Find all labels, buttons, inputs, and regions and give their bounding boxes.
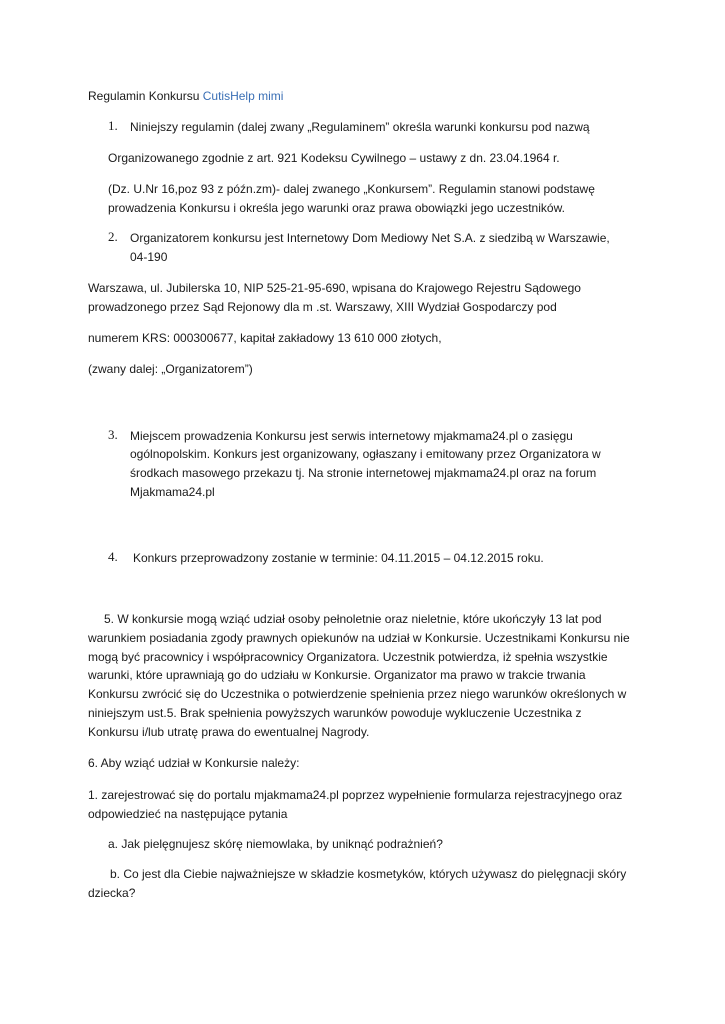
paragraph-5-line-1: 5. W konkursie mogą wziąć udział osoby pełnoletnie oraz nieletnie, które ukończyły 13 lat pod — [104, 612, 602, 626]
paragraph-5-line-4: warunki, które uprawniają go do udziału w Konkursie. Organizator ma prawo w trakcie trwania — [88, 668, 586, 682]
paragraph-5-line-6: niniejszym ust.5. Brak spełnienia powyższych warunków powoduje wykluczenie Uczestnika z — [88, 706, 582, 720]
paragraph-3-line-1: Miejscem prowadzenia Konkursu jest serwis internetowy mjakmama24.pl o zasięgu — [130, 429, 573, 443]
paragraph-3-line-4: Mjakmama24.pl — [130, 485, 215, 499]
question-a: a. Jak pielęgnujesz skórę niemowlaka, by uniknąć podrażnień? — [108, 837, 443, 851]
paragraph-2-line-3: Warszawa, ul. Jubilerska 10, NIP 525-21-95-690, wpisana do Krajowego Rejestru Sądowego — [88, 281, 581, 295]
paragraph-6-1-line-1: 1. zarejestrować się do portalu mjakmama24.pl poprzez wypełnienie formularza rejestracyjnego oraz — [88, 788, 623, 802]
paragraph-4-line-1: Konkurs przeprowadzony zostanie w terminie: 04.11.2015 – 04.12.2015 roku. — [133, 551, 544, 565]
paragraph-6-line-1: 6. Aby wziąć udział w Konkursie należy: — [88, 756, 300, 770]
paragraph-5-line-5: Konkursu zwrócić się do Uczestnika o potwierdzenie spełnienia przez niego warunków określonych w — [88, 687, 627, 701]
question-b-line-2: dziecka? — [88, 886, 136, 900]
paragraph-2-line-2: 04-190 — [130, 250, 168, 264]
paragraph-2-line-6: (zwany dalej: „Organizatorem”) — [88, 362, 253, 376]
paragraph-4-number: 4. — [108, 549, 118, 564]
paragraph-2-line-4: prowadzonego przez Sąd Rejonowy dla m .st. Warszawy, XIII Wydział Gospodarczy pod — [88, 300, 557, 314]
paragraph-3-line-2: ogólnopolskim. Konkurs jest organizowany, ogłaszany i emitowany przez Organizatora w — [130, 447, 601, 461]
document-title — [88, 88, 283, 104]
paragraph-6-1-line-2: odpowiedzieć na następujące pytania — [88, 807, 288, 821]
paragraph-1-number: 1. — [108, 118, 118, 133]
paragraph-5-line-3: mogą być pracownicy i współpracownicy Organizatora. Uczestnik potwierdza, iż spełnia wszystkie — [88, 650, 608, 664]
paragraph-5-line-7: Konkursu i/lub utratę prawa do ewentualnej Nagrody. — [88, 725, 370, 739]
paragraph-1-line-4: prowadzenia Konkursu i określa jego warunki oraz prawa obowiązki jego uczestników. — [108, 201, 565, 215]
title-contest-name: CutisHelp mimi — [202, 89, 284, 103]
paragraph-2-line-1: Organizatorem konkursu jest Internetowy Dom Mediowy Net S.A. z siedzibą w Warszawie, — [130, 231, 610, 245]
paragraph-1-line-3: (Dz. U.Nr 16,poz 93 z późn.zm)- dalej zwanego „Konkursem”. Regulamin stanowi podstawę — [108, 182, 595, 196]
title-prefix: Regulamin Konkursu — [88, 89, 203, 103]
paragraph-1-line-2: Organizowanego zgodnie z art. 921 Kodeksu Cywilnego – ustawy z dn. 23.04.1964 r. — [108, 151, 560, 165]
paragraph-5-line-2: warunkiem posiadania zgody prawnych opiekunów na udział w Konkursie. Uczestnikami Konkursu nie — [88, 631, 630, 645]
paragraph-2-number: 2. — [108, 229, 118, 244]
paragraph-2-line-5: numerem KRS: 000300677, kapitał zakładowy 13 610 000 złotych, — [88, 331, 442, 345]
paragraph-1-line-1: Niniejszy regulamin (dalej zwany „Regulaminem” określa warunki konkursu pod nazwą — [130, 120, 590, 134]
paragraph-3-number: 3. — [108, 427, 118, 442]
paragraph-3-line-3: środkach masowego przekazu tj. Na stronie internetowej mjakmama24.pl oraz na forum — [130, 466, 597, 480]
question-b-line-1: b. Co jest dla Ciebie najważniejsze w składzie kosmetyków, których używasz do pielęgnacji skóry — [110, 867, 627, 881]
